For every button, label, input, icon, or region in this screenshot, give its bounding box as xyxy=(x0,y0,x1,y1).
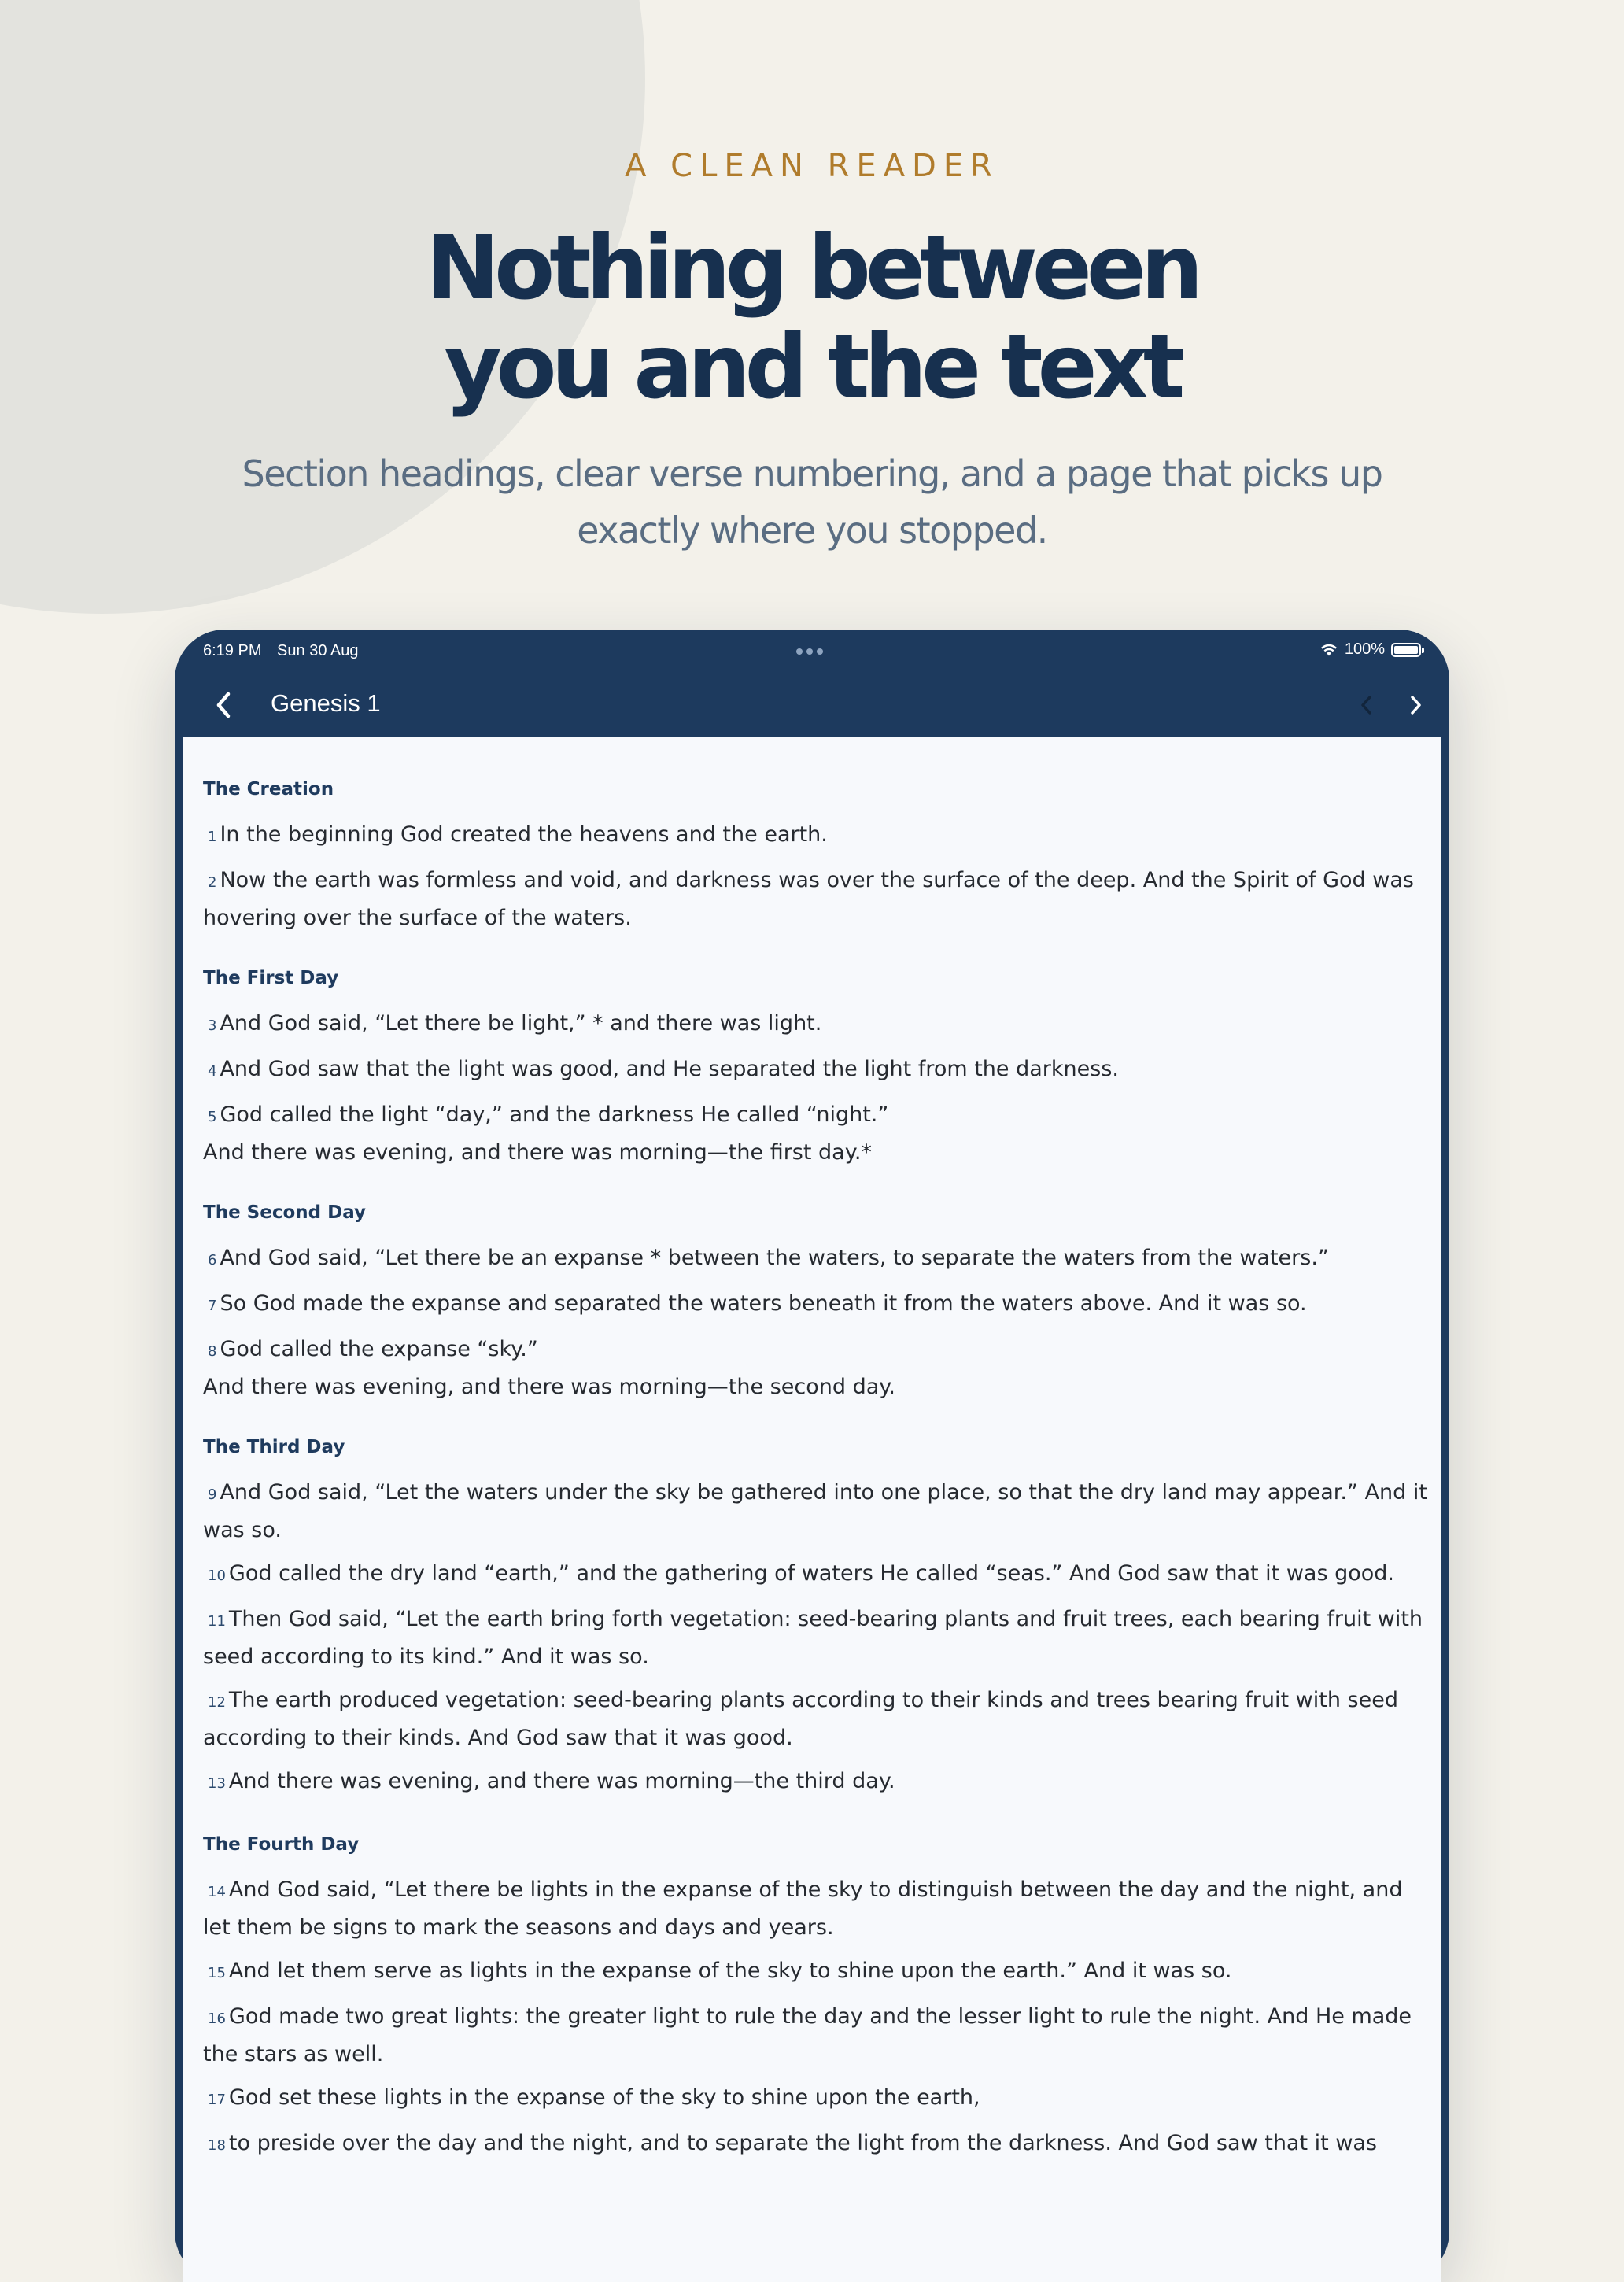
verse-text: God called the dry land “earth,” and the gathering of waters He called “seas.” And God saw that it was good. xyxy=(228,1561,1395,1586)
verse-number: 4 xyxy=(208,1063,217,1080)
verse-text: God set these lights in the expanse of the sky to shine upon the earth, xyxy=(228,2085,980,2110)
status-time: 6:19 PM xyxy=(203,642,262,659)
verse-continuation: And there was evening, and there was morning—the second day. xyxy=(203,1375,895,1399)
verse[interactable] xyxy=(203,1763,1430,1801)
verse-number: 18 xyxy=(208,2137,226,2154)
verse-number: 13 xyxy=(208,1775,226,1792)
verse-number: 9 xyxy=(208,1486,217,1503)
verse-text: God made two great lights: the greater light to rule the day and the lesser light to rule the night. And He made the stars as well. xyxy=(203,2004,1412,2066)
headline xyxy=(0,219,1624,417)
verse-text: And God said, “Let there be an expanse * between the waters, to separate the waters from the waters.” xyxy=(220,1246,1329,1270)
verse-number: 11 xyxy=(208,1613,226,1630)
verse-number: 15 xyxy=(208,1965,226,1981)
verse[interactable] xyxy=(203,1006,1430,1043)
verse-text: In the beginning God created the heavens and the earth. xyxy=(220,822,828,847)
previous-chapter-icon[interactable] xyxy=(1355,691,1379,719)
verse-text: And there was evening, and there was morning—the third day. xyxy=(228,1769,895,1793)
verse-number: 14 xyxy=(208,1884,226,1900)
status-bar xyxy=(175,630,1449,674)
verse-text: God called the expanse “sky.” xyxy=(220,1337,538,1361)
verse-text: And God said, “Let there be light,” * and there was light. xyxy=(220,1011,822,1036)
verse[interactable] xyxy=(203,1953,1430,1991)
section-heading: The Creation xyxy=(203,779,334,799)
verse[interactable] xyxy=(203,1286,1430,1324)
subheadline: Section headings, clear verse numbering, and a page that picks up exactly where you stopped. xyxy=(242,452,1382,552)
wifi-icon xyxy=(1320,643,1338,657)
verse[interactable] xyxy=(203,1682,1430,1756)
verse[interactable] xyxy=(203,1872,1430,1945)
verse[interactable] xyxy=(203,1601,1430,1675)
verse-number: 3 xyxy=(208,1017,217,1034)
eyebrow-label: A CLEAN READER xyxy=(625,148,999,184)
section-heading: The Third Day xyxy=(203,1437,345,1457)
verse[interactable] xyxy=(203,1331,1430,1405)
verse[interactable] xyxy=(203,1240,1430,1278)
verse-number: 6 xyxy=(208,1252,217,1268)
verse-text: And God saw that the light was good, and He separated the light from the darkness. xyxy=(220,1057,1119,1081)
status-right xyxy=(1320,641,1421,659)
navigation-bar xyxy=(175,674,1449,737)
verse-number: 5 xyxy=(208,1109,217,1125)
verse-continuation: And there was evening, and there was morning—the first day.* xyxy=(203,1140,872,1165)
verse[interactable] xyxy=(203,2080,1430,2118)
verse-text: And God said, “Let the waters under the sky be gathered into one place, so that the dry land may appear.” And it was so. xyxy=(203,1480,1427,1542)
verse[interactable] xyxy=(203,2125,1430,2163)
battery-percent: 100% xyxy=(1344,641,1385,658)
next-chapter-icon[interactable] xyxy=(1404,691,1427,719)
battery-icon xyxy=(1391,643,1421,657)
verse[interactable] xyxy=(203,1475,1430,1548)
verse-number: 12 xyxy=(208,1694,226,1711)
headline-line-1: Nothing between xyxy=(426,217,1198,319)
verse[interactable] xyxy=(203,1556,1430,1593)
headline-line-2: you and the text xyxy=(444,316,1180,419)
verse-text: God called the light “day,” and the darkness He called “night.” xyxy=(220,1102,889,1127)
section-heading: The Fourth Day xyxy=(203,1834,360,1855)
verse[interactable] xyxy=(203,817,1430,855)
verse-text: The earth produced vegetation: seed-bearing plants according to their kinds and trees bearing fruit with seed according to their kinds. And God saw that it was good. xyxy=(203,1688,1398,1750)
verse-text: Then God said, “Let the earth bring forth vegetation: seed-bearing plants and fruit trees, each bearing fruit with seed according to its kind.” And it was so. xyxy=(203,1607,1423,1669)
verse-text: So God made the expanse and separated the waters beneath it from the waters above. And it was so. xyxy=(220,1291,1307,1316)
section-heading: The First Day xyxy=(203,968,339,988)
status-left xyxy=(203,642,369,660)
verse-number: 16 xyxy=(208,2011,226,2027)
verse[interactable] xyxy=(203,1999,1430,2072)
verse-number: 2 xyxy=(208,874,217,891)
verse-number: 7 xyxy=(208,1298,217,1314)
verse-text: And let them serve as lights in the expanse of the sky to shine upon the earth.” And it was so. xyxy=(228,1959,1232,1983)
back-chevron-icon[interactable] xyxy=(206,686,241,724)
verse-text: Now the earth was formless and void, and darkness was over the surface of the deep. And the Spirit of God was hovering over the surface of the waters. xyxy=(203,868,1414,930)
reader-screen[interactable] xyxy=(183,737,1441,2282)
verse-number: 10 xyxy=(208,1567,226,1584)
status-date: Sun 30 Aug xyxy=(277,642,359,659)
verse[interactable] xyxy=(203,862,1430,936)
verse[interactable] xyxy=(203,1051,1430,1089)
verse-number: 17 xyxy=(208,2092,226,2108)
tablet-frame xyxy=(175,630,1449,2282)
verse-text: to preside over the day and the night, and to separate the light from the darkness. And God saw that it was xyxy=(228,2131,1378,2155)
verse[interactable] xyxy=(203,1097,1430,1170)
multitasking-dots-icon[interactable] xyxy=(796,648,823,655)
verse-number: 8 xyxy=(208,1343,217,1360)
section-heading: The Second Day xyxy=(203,1202,367,1223)
verse-number: 1 xyxy=(208,829,217,845)
chapter-title: Genesis 1 xyxy=(271,689,381,717)
verse-text: And God said, “Let there be lights in the expanse of the sky to distinguish between the day and the night, and let them be signs to mark the seasons and days and years. xyxy=(203,1878,1403,1940)
